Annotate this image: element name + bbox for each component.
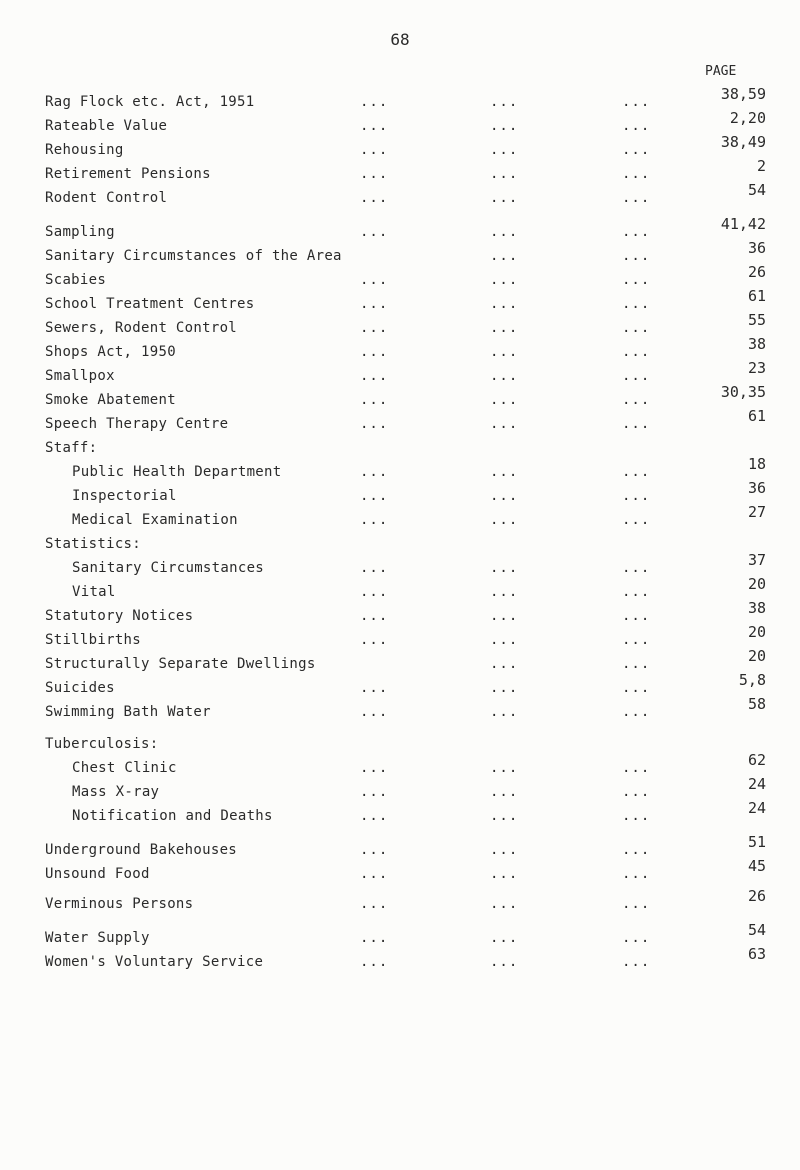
- index-entry-label: Sewers, Rodent Control: [45, 320, 238, 336]
- index-entry: [0, 623, 800, 652]
- index-entry-pages: 27: [747, 503, 766, 521]
- dot-leader: ...: [490, 656, 519, 672]
- index-entry: [0, 671, 800, 700]
- dot-leader: ...: [622, 560, 651, 576]
- index-entry-pages: 61: [747, 287, 766, 305]
- dot-leader: ...: [622, 142, 651, 158]
- index-entry: [0, 736, 800, 756]
- index-entry-pages: 38,49: [720, 133, 766, 151]
- dot-leader: ...: [622, 272, 651, 288]
- dot-leader: ...: [360, 760, 389, 776]
- index-entry-label: Stillbirths: [45, 632, 142, 648]
- index-entry-pages: 20: [747, 647, 766, 665]
- index-entry-pages: 2,20: [729, 109, 766, 127]
- dot-leader: ...: [490, 392, 519, 408]
- dot-leader: ...: [360, 296, 389, 312]
- index-entry-pages: 36: [747, 239, 766, 257]
- index-entry: [0, 383, 800, 412]
- dot-leader: ...: [490, 560, 519, 576]
- index-entry-label: Staff:: [45, 440, 98, 456]
- index-entry: [0, 833, 800, 862]
- dot-leader: ...: [490, 584, 519, 600]
- dot-leader: ...: [622, 584, 651, 600]
- index-entry-label: Women's Voluntary Service: [45, 954, 264, 970]
- dot-leader: ...: [622, 118, 651, 134]
- index-entry-label: Mass X-ray: [72, 784, 160, 800]
- dot-leader: ...: [490, 930, 519, 946]
- index-entry-pages: 36: [747, 479, 766, 497]
- dot-leader: ...: [360, 704, 389, 720]
- dot-leader: ...: [622, 512, 651, 528]
- index-entry: [0, 311, 800, 340]
- index-entry-pages: 20: [747, 623, 766, 641]
- dot-leader: ...: [622, 190, 651, 206]
- index-entry: [0, 599, 800, 628]
- dot-leader: ...: [360, 680, 389, 696]
- dot-leader: ...: [622, 896, 651, 912]
- dot-leader: ...: [360, 954, 389, 970]
- dot-leader: ...: [360, 866, 389, 882]
- dot-leader: ...: [490, 866, 519, 882]
- index-entry-pages: 38: [747, 335, 766, 353]
- index-entry-label: Inspectorial: [72, 488, 177, 504]
- index-entry-pages: 23: [747, 359, 766, 377]
- index-entry-label: Scabies: [45, 272, 107, 288]
- page-column-header: PAGE: [705, 64, 737, 79]
- dot-leader: ...: [622, 224, 651, 240]
- index-entry: [0, 181, 800, 210]
- index-entry: [0, 775, 800, 804]
- dot-leader: ...: [490, 464, 519, 480]
- dot-leader: ...: [360, 392, 389, 408]
- index-entry: [0, 455, 800, 484]
- index-entry-pages: 38,59: [720, 85, 766, 103]
- index-entry: [0, 287, 800, 316]
- index-entry-label: Suicides: [45, 680, 115, 696]
- dot-leader: ...: [490, 272, 519, 288]
- dot-leader: ...: [622, 842, 651, 858]
- dot-leader: ...: [490, 608, 519, 624]
- index-entry-label: Smoke Abatement: [45, 392, 176, 408]
- index-entry-label: Speech Therapy Centre: [45, 416, 229, 432]
- dot-leader: ...: [360, 344, 389, 360]
- dot-leader: ...: [360, 784, 389, 800]
- index-entry: [0, 575, 800, 604]
- dot-leader: ...: [490, 224, 519, 240]
- dot-leader: ...: [622, 760, 651, 776]
- dot-leader: ...: [490, 248, 519, 264]
- dot-leader: ...: [622, 954, 651, 970]
- index-entry: [0, 215, 800, 244]
- dot-leader: ...: [622, 866, 651, 882]
- dot-leader: ...: [622, 296, 651, 312]
- index-entry-pages: 24: [747, 775, 766, 793]
- index-entry: [0, 133, 800, 162]
- index-entry-label: Underground Bakehouses: [45, 842, 238, 858]
- dot-leader: ...: [622, 94, 651, 110]
- index-entry: [0, 799, 800, 828]
- index-entry-label: Verminous Persons: [45, 896, 194, 912]
- dot-leader: ...: [360, 512, 389, 528]
- page-number: 68: [390, 30, 410, 49]
- index-entry: [0, 157, 800, 186]
- dot-leader: ...: [622, 320, 651, 336]
- index-entry-label: Water Supply: [45, 930, 150, 946]
- index-entry-label: Smallpox: [45, 368, 115, 384]
- index-entry-pages: 45: [747, 857, 766, 875]
- dot-leader: ...: [490, 760, 519, 776]
- index-entry-pages: 26: [747, 887, 766, 905]
- dot-leader: ...: [622, 704, 651, 720]
- dot-leader: ...: [360, 464, 389, 480]
- index-entry-pages: 37: [747, 551, 766, 569]
- index-entry-label: Chest Clinic: [72, 760, 177, 776]
- index-entry: [0, 85, 800, 114]
- dot-leader: ...: [622, 416, 651, 432]
- index-entry-pages: 2: [756, 157, 766, 175]
- dot-leader: ...: [622, 464, 651, 480]
- index-entry: [0, 921, 800, 950]
- dot-leader: ...: [490, 954, 519, 970]
- index-entry-label: Sampling: [45, 224, 115, 240]
- index-entry-label: Rateable Value: [45, 118, 168, 134]
- index-entry-pages: 61: [747, 407, 766, 425]
- index-entry-pages: 26: [747, 263, 766, 281]
- dot-leader: ...: [622, 808, 651, 824]
- dot-leader: ...: [360, 896, 389, 912]
- index-entry: [0, 503, 800, 532]
- index-entry-label: Vital: [72, 584, 116, 600]
- index-entry-pages: 54: [747, 181, 766, 199]
- dot-leader: ...: [490, 704, 519, 720]
- dot-leader: ...: [622, 488, 651, 504]
- index-entry-label: Public Health Department: [72, 464, 282, 480]
- dot-leader: ...: [360, 842, 389, 858]
- dot-leader: ...: [490, 296, 519, 312]
- index-entry-label: School Treatment Centres: [45, 296, 255, 312]
- dot-leader: ...: [490, 784, 519, 800]
- index-entry-pages: 54: [747, 921, 766, 939]
- dot-leader: ...: [490, 416, 519, 432]
- dot-leader: ...: [360, 416, 389, 432]
- index-entry: [0, 536, 800, 556]
- index-entry: [0, 751, 800, 780]
- dot-leader: ...: [360, 94, 389, 110]
- dot-leader: ...: [490, 368, 519, 384]
- dot-leader: ...: [490, 680, 519, 696]
- index-entry: [0, 551, 800, 580]
- dot-leader: ...: [490, 512, 519, 528]
- dot-leader: ...: [360, 488, 389, 504]
- dot-leader: ...: [360, 808, 389, 824]
- index-entry: [0, 109, 800, 138]
- index-entry-label: Structurally Separate Dwellings: [45, 656, 316, 672]
- dot-leader: ...: [360, 632, 389, 648]
- dot-leader: ...: [360, 930, 389, 946]
- dot-leader: ...: [490, 842, 519, 858]
- index-entry: [0, 887, 800, 916]
- dot-leader: ...: [622, 392, 651, 408]
- dot-leader: ...: [490, 166, 519, 182]
- index-entry-pages: 55: [747, 311, 766, 329]
- dot-leader: ...: [360, 608, 389, 624]
- index-entry-label: Swimming Bath Water: [45, 704, 211, 720]
- index-entry-pages: 30,35: [720, 383, 766, 401]
- index-entry: [0, 440, 800, 460]
- dot-leader: ...: [490, 320, 519, 336]
- index-entry: [0, 335, 800, 364]
- dot-leader: ...: [360, 560, 389, 576]
- dot-leader: ...: [490, 94, 519, 110]
- index-entry-label: Statutory Notices: [45, 608, 194, 624]
- index-entry-label: Retirement Pensions: [45, 166, 211, 182]
- index-entry-pages: 62: [747, 751, 766, 769]
- dot-leader: ...: [622, 784, 651, 800]
- index-entry-pages: 38: [747, 599, 766, 617]
- dot-leader: ...: [490, 896, 519, 912]
- index-entry: [0, 359, 800, 388]
- index-entry-pages: 24: [747, 799, 766, 817]
- index-entry-label: Shops Act, 1950: [45, 344, 176, 360]
- index-entry-pages: 5,8: [738, 671, 766, 689]
- dot-leader: ...: [622, 368, 651, 384]
- dot-leader: ...: [360, 368, 389, 384]
- index-entry-label: Tuberculosis:: [45, 736, 159, 752]
- index-entry: [0, 945, 800, 974]
- dot-leader: ...: [360, 166, 389, 182]
- index-entry-pages: 58: [747, 695, 766, 713]
- index-entry: [0, 647, 800, 676]
- dot-leader: ...: [490, 488, 519, 504]
- dot-leader: ...: [622, 930, 651, 946]
- index-entry: [0, 407, 800, 436]
- index-entry-pages: 41,42: [720, 215, 766, 233]
- index-entry: [0, 695, 800, 724]
- index-entry-pages: 20: [747, 575, 766, 593]
- dot-leader: ...: [360, 272, 389, 288]
- dot-leader: ...: [490, 632, 519, 648]
- index-entry-label: Rodent Control: [45, 190, 168, 206]
- index-entry-pages: 18: [747, 455, 766, 473]
- dot-leader: ...: [360, 190, 389, 206]
- dot-leader: ...: [622, 608, 651, 624]
- dot-leader: ...: [360, 320, 389, 336]
- index-entry-label: Unsound Food: [45, 866, 150, 882]
- index-entry-pages: 63: [747, 945, 766, 963]
- index-entry: [0, 479, 800, 508]
- index-entry-label: Sanitary Circumstances: [72, 560, 265, 576]
- index-entry: [0, 263, 800, 292]
- index-entry: [0, 239, 800, 268]
- dot-leader: ...: [490, 344, 519, 360]
- index-entry-label: Rehousing: [45, 142, 124, 158]
- dot-leader: ...: [490, 808, 519, 824]
- dot-leader: ...: [622, 680, 651, 696]
- index-entry-label: Notification and Deaths: [72, 808, 273, 824]
- dot-leader: ...: [622, 344, 651, 360]
- index-entry-label: Sanitary Circumstances of the Area: [45, 248, 342, 264]
- dot-leader: ...: [622, 248, 651, 264]
- dot-leader: ...: [360, 118, 389, 134]
- dot-leader: ...: [622, 656, 651, 672]
- index-entry-label: Statistics:: [45, 536, 142, 552]
- index-entry-pages: 51: [747, 833, 766, 851]
- dot-leader: ...: [490, 190, 519, 206]
- index-entry-label: Rag Flock etc. Act, 1951: [45, 94, 255, 110]
- dot-leader: ...: [360, 584, 389, 600]
- dot-leader: ...: [622, 632, 651, 648]
- index-entry-label: Medical Examination: [72, 512, 238, 528]
- dot-leader: ...: [490, 118, 519, 134]
- dot-leader: ...: [360, 142, 389, 158]
- dot-leader: ...: [622, 166, 651, 182]
- index-entry: [0, 857, 800, 886]
- dot-leader: ...: [360, 224, 389, 240]
- dot-leader: ...: [490, 142, 519, 158]
